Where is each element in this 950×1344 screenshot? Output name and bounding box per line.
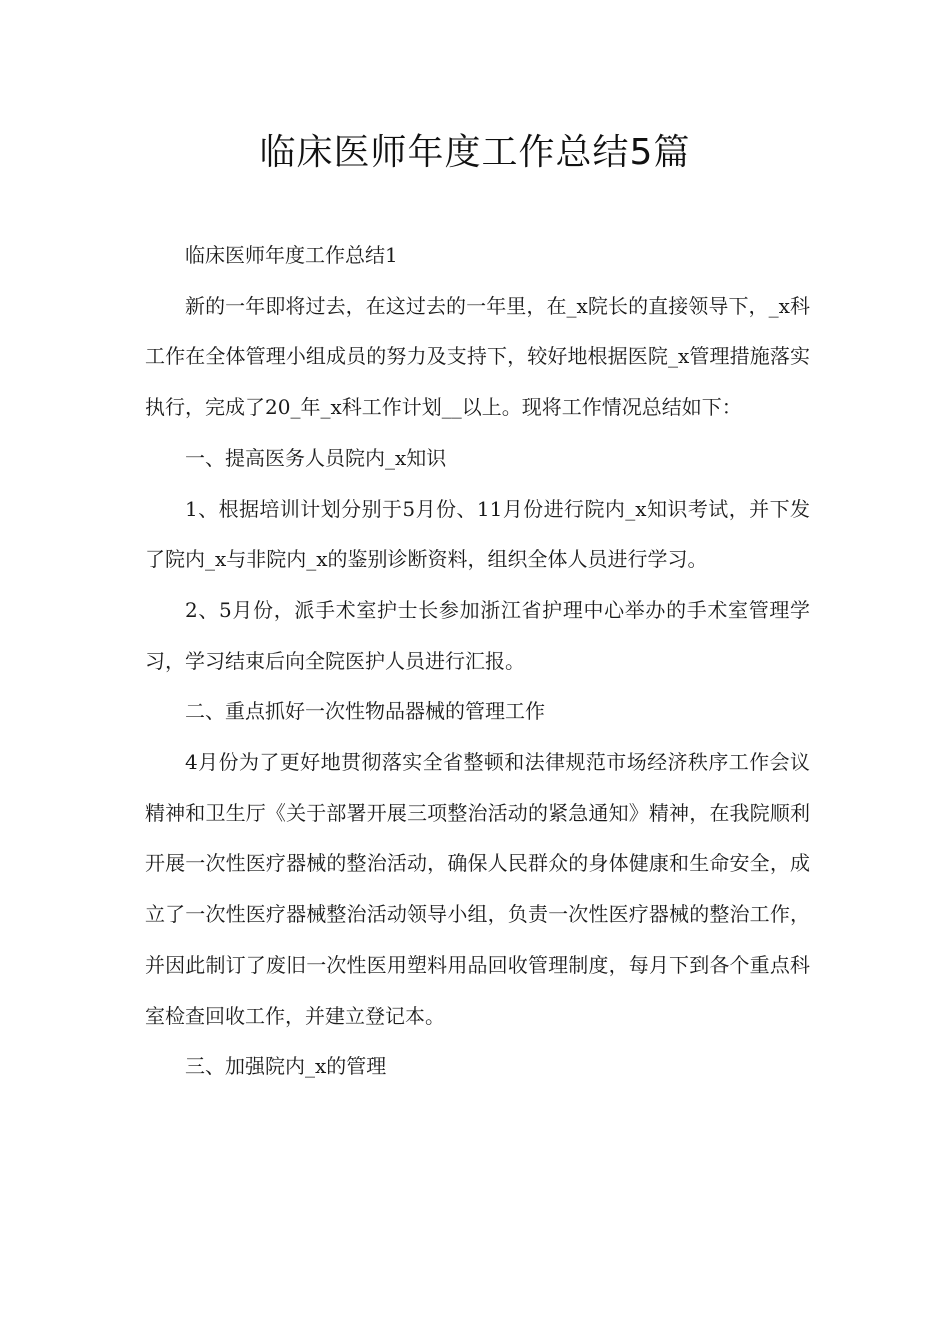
body-paragraph: 2、5月份，派手术室护士长参加浙江省护理中心举办的手术室管理学习，学习结束后向全院医护人员进行汇报。: [145, 597, 810, 673]
document-title: 临床医师年度工作总结5篇: [259, 132, 691, 173]
body-paragraph: 4月份为了更好地贯彻落实全省整顿和法律规范市场经济秩序工作会议精神和卫生厅《关于部署开展三项整治活动的紧急通知》精神，在我院顺利开展一次性医疗器械的整治活动，确保人民群众的身体健康和生命安全，成立了一次性医疗器械整治活动领导小组，负责一次性医疗器械的整治工作，并因此制订了废旧一次性医用塑料用品回收管理制度，每月下到各个重点科室检查回收工作，并建立登记本。: [145, 750, 810, 1028]
section-heading: 三、加强院内_x的管理: [185, 1054, 387, 1079]
document-body: [145, 230, 810, 1092]
body-paragraph: 新的一年即将过去，在这过去的一年里，在_x院长的直接领导下，_x科工作在全体管理小组成员的努力及支持下，较好地根据医院_x管理措施落实执行，完成了20_年_x科工作计划__以上。现将工作情况总结如下：: [145, 293, 810, 420]
section-heading: 二、重点抓好一次性物品器械的管理工作: [185, 699, 545, 724]
section-heading: 一、提高医务人员院内_x知识: [185, 445, 447, 470]
body-paragraph: 1、根据培训计划分别于5月份、11月份进行院内_x知识考试，并下发了院内_x与非院内_x的鉴别诊断资料，组织全体人员进行学习。: [145, 496, 810, 572]
section-heading: 临床医师年度工作总结1: [185, 243, 398, 267]
